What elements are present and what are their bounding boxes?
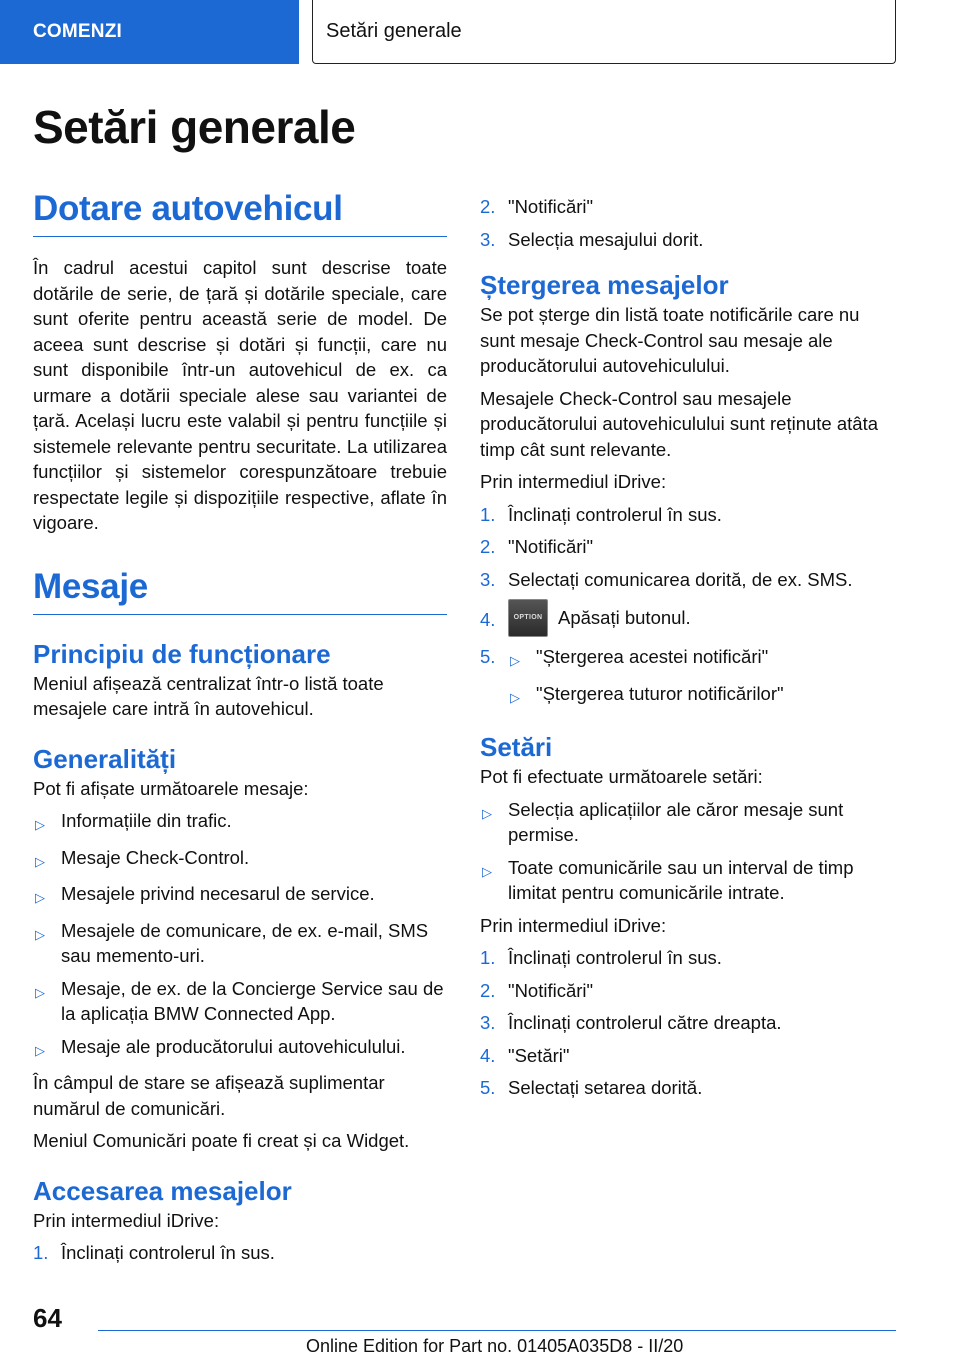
generalitati-list — [33, 808, 447, 1063]
triangle-bullet-icon: ▷ — [35, 926, 45, 942]
triangle-bullet-icon: ▷ — [35, 817, 45, 832]
list-item: 1. Înclinați controlerul în sus. — [33, 1242, 275, 1263]
accesarea-intro: Prin intermediul iDrive: — [33, 1209, 220, 1231]
list-item: 1. Înclinați controlerul în sus. — [480, 947, 722, 968]
triangle-bullet-icon: ▷ — [35, 984, 45, 1000]
list-item: ▷ "Ștergerea tuturor notificărilor" — [480, 681, 898, 711]
heading-dotare: Dotare autovehicul — [33, 186, 447, 237]
list-item: 5. Selectați setarea dorită. — [480, 1077, 703, 1098]
generalitati-intro: Pot fi afișate următoarele mesaje: — [33, 777, 309, 799]
stergerea-intro: Prin intermediul iDrive: — [480, 471, 667, 492]
heading-principiu: Principiu de funcționare — [33, 638, 331, 669]
accesarea-steps-continued — [480, 194, 898, 252]
accesarea-steps — [33, 1240, 447, 1266]
list-item: ▷ Selecția aplicațiilor ale căror mesaje sunt permise. — [480, 797, 898, 848]
list-item: ▷ Mesajele de comunicare, de ex. e-mail, SMS sau memento-uri. — [33, 918, 447, 969]
generalitati-after-2: Meniul Comunicări poate fi creat și ca Widget. — [33, 1130, 410, 1151]
generalitati-after-1: În câmpul de stare se afișează suplimentar numărul de comunicări. — [33, 1072, 385, 1119]
setari-intro-2: Prin intermediul iDrive: — [480, 914, 667, 936]
triangle-bullet-icon: ▷ — [35, 890, 45, 905]
triangle-bullet-icon: ▷ — [482, 805, 492, 821]
list-item: 4. "Setări" — [480, 1044, 570, 1066]
page-number: 64 — [33, 1303, 62, 1333]
list-item: 1. Înclinați controlerul în sus. — [480, 503, 722, 525]
list-item: 2. "Notificări" — [480, 196, 594, 217]
heading-accesarea: Accesarea mesajelor — [33, 1175, 292, 1206]
list-item: 3. Selecția mesajului dorit. — [480, 228, 704, 250]
setari-steps — [480, 945, 898, 1101]
stergerea-text-2: Mesajele Check-Control sau mesajele producătorului autovehiculului sunt reținute atâta timp cât sunt relevante. — [480, 387, 879, 460]
list-item: 4. OPTION Apăsați butonul. — [480, 599, 898, 637]
section-tab[interactable]: COMENZI — [0, 0, 299, 64]
list-item: 2. "Notificări" — [480, 979, 594, 1001]
list-item: ▷ Informațiile din trafic. — [33, 808, 447, 838]
list-item: 3. Înclinați controlerul către dreapta. — [480, 1012, 782, 1033]
footer-edition: Online Edition for Part no. 01405A035D8 - II/20 — [306, 1336, 684, 1356]
setari-list — [480, 797, 898, 906]
footer-divider — [98, 1330, 896, 1331]
stergerea-steps — [480, 502, 898, 711]
left-column — [33, 186, 447, 1273]
list-item: ▷ Mesajele privind necesarul de service. — [33, 881, 447, 911]
list-item: 5. ▷ "Ștergerea acestei notificări" — [480, 644, 898, 674]
heading-setari: Setări — [480, 732, 553, 762]
right-column — [480, 186, 898, 1108]
triangle-bullet-icon: ▷ — [510, 653, 520, 668]
option-button-icon: OPTION — [508, 599, 548, 637]
list-item: ▷ Mesaje ale producătorului autovehiculului. — [33, 1034, 447, 1064]
list-item: 3. Selectați comunicarea dorită, de ex. SMS. — [480, 568, 853, 590]
list-item: ▷ Mesaje, de ex. de la Concierge Service sau de la aplicația BMW Connected App. — [33, 976, 447, 1027]
dotare-text: În cadrul acestui capitol sunt descrise toate dotările de serie, de țară și dotările speciale, care sunt oferite pentru această serie de model. De aceea sunt descrise și dotări și funcții, care nu sunt disponibile într-un autovehicul de ex. ca urmare a dotării speciale alese sau variantei de țară. Același lucru este valabil și pentru funcțiile și sistemele relevante pentru securitate. La utilizarea funcțiilor și sistemelor corespunzătoare trebuie respectate legile și dispozițiile respective, aflate în vigoare. — [33, 257, 447, 533]
heading-mesaje: Mesaje — [33, 564, 447, 615]
triangle-bullet-icon: ▷ — [510, 689, 520, 705]
setari-intro: Pot fi efectuate următoarele setări: — [480, 766, 763, 787]
triangle-bullet-icon: ▷ — [482, 863, 492, 879]
breadcrumb: Setări generale — [312, 0, 896, 64]
list-item: ▷ Toate comunicările sau un interval de timp limitat pentru comunicările intrate. — [480, 855, 898, 906]
list-item: 2. "Notificări" — [480, 536, 594, 557]
page-title: Setări generale — [33, 101, 356, 153]
list-item: ▷ Mesaje Check-Control. — [33, 845, 447, 875]
principiu-text: Meniul afișează centralizat într-o listă toate mesajele care intră în autovehicul. — [33, 672, 384, 719]
heading-stergerea: Ștergerea mesajelor — [480, 270, 729, 300]
stergerea-text-1: Se pot șterge din listă toate notificările care nu sunt mesaje Check-Control sau mesaje ale producătorului autovehiculului. — [480, 304, 860, 376]
triangle-bullet-icon: ▷ — [35, 853, 45, 869]
triangle-bullet-icon: ▷ — [35, 1042, 45, 1058]
heading-generalitati: Generalități — [33, 743, 177, 774]
